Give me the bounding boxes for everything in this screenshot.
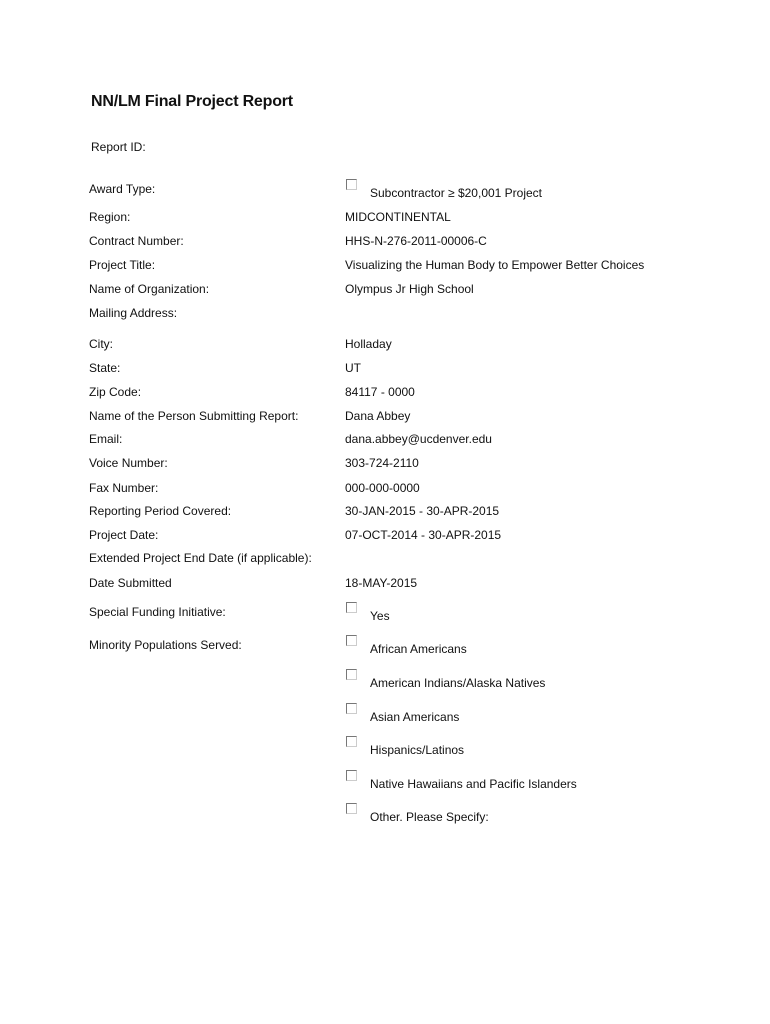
minority-checkbox-native-hawaiians[interactable] [346,770,357,781]
email-label: Email: [89,432,123,446]
award-type-checkbox[interactable] [346,179,357,190]
region-label: Region: [89,210,131,224]
project-title-value: Visualizing the Human Body to Empower Better Choices [345,258,645,272]
special-funding-option: Yes [370,609,390,623]
date-submitted-label: Date Submitted [89,576,172,590]
submitter-name-label: Name of the Person Submitting Report: [89,409,299,423]
submitter-name-value: Dana Abbey [345,409,411,423]
zip-code-label: Zip Code: [89,385,142,399]
page-title: NN/LM Final Project Report [91,93,293,110]
state-label: State: [89,361,121,375]
region-value: MIDCONTINENTAL [345,210,451,224]
minority-checkbox-hispanics[interactable] [346,736,357,747]
city-label: City: [89,337,113,351]
contract-number-label: Contract Number: [89,234,184,248]
project-date-value: 07-OCT-2014 - 30-APR-2015 [345,528,502,542]
organization-label: Name of Organization: [89,282,210,296]
fax-number-label: Fax Number: [89,481,159,495]
special-funding-checkbox[interactable] [346,602,357,613]
voice-number-value: 303-724-2110 [345,456,419,470]
email-value: dana.abbey@ucdenver.edu [345,432,492,446]
fax-number-value: 000-000-0000 [345,481,420,495]
award-type-label: Award Type: [89,182,156,196]
minority-option-other: Other. Please Specify: [370,810,489,824]
minority-option-asian-americans: Asian Americans [370,710,460,724]
organization-value: Olympus Jr High School [345,282,474,296]
project-title-label: Project Title: [89,258,156,272]
report-id-label: Report ID: [91,140,146,154]
reporting-period-label: Reporting Period Covered: [89,504,232,518]
city-value: Holladay [345,337,392,351]
extended-end-date-label: Extended Project End Date (if applicable): [89,551,312,565]
minority-checkbox-american-indians[interactable] [346,669,357,680]
minority-checkbox-african-americans[interactable] [346,635,357,646]
minority-option-african-americans: African Americans [370,642,467,656]
mailing-address-label: Mailing Address: [89,306,178,320]
state-value: UT [345,361,361,375]
special-funding-label: Special Funding Initiative: [89,605,226,619]
contract-number-value: HHS-N-276-2011-00006-C [345,234,487,248]
minority-populations-label: Minority Populations Served: [89,638,242,652]
minority-checkbox-other[interactable] [346,803,357,814]
voice-number-label: Voice Number: [89,456,168,470]
date-submitted-value: 18-MAY-2015 [345,576,418,590]
reporting-period-value: 30-JAN-2015 - 30-APR-2015 [345,504,500,518]
zip-code-value: 84117 - 0000 [345,385,415,399]
minority-option-hispanics: Hispanics/Latinos [370,743,465,757]
award-type-option: Subcontractor ≥ $20,001 Project [370,186,543,200]
minority-option-native-hawaiians: Native Hawaiians and Pacific Islanders [370,777,577,791]
minority-option-american-indians: American Indians/Alaska Natives [370,676,546,690]
minority-checkbox-asian-americans[interactable] [346,703,357,714]
project-date-label: Project Date: [89,528,159,542]
